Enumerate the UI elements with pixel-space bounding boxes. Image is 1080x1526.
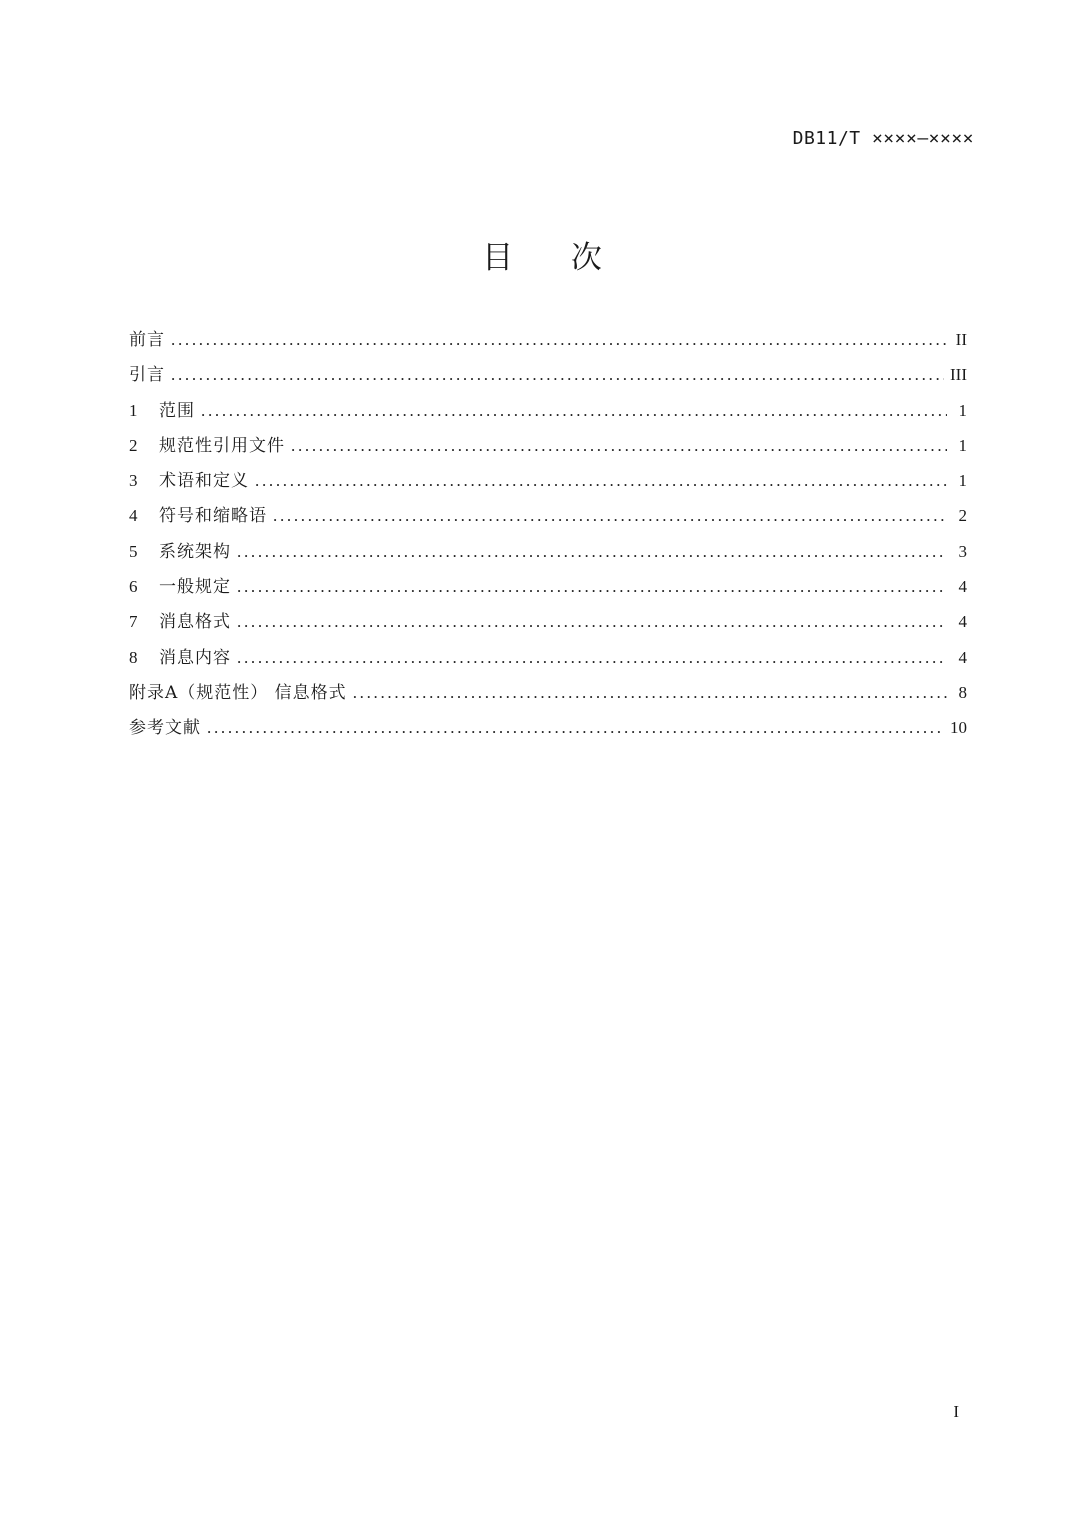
toc-entry-number: 7 xyxy=(129,612,138,632)
toc-entry-system-architecture[interactable] xyxy=(129,534,967,569)
toc-entry-scope[interactable] xyxy=(129,393,967,428)
toc-list xyxy=(129,322,967,746)
toc-entry-appendix-a[interactable] xyxy=(129,675,967,710)
toc-entry-page: 8 xyxy=(958,682,967,702)
toc-entry-label: 符号和缩略语 xyxy=(159,506,267,527)
toc-title: 目 次 xyxy=(482,240,626,276)
toc-entry-page: 4 xyxy=(958,612,967,632)
toc-leader-dots xyxy=(171,322,947,357)
toc-entry-page: 1 xyxy=(958,435,967,455)
toc-entry-number: 2 xyxy=(129,435,138,455)
toc-entry-terms-definitions[interactable] xyxy=(129,463,967,498)
toc-entry-page: 4 xyxy=(958,577,967,597)
toc-leader-dots xyxy=(273,498,947,533)
toc-entry-page: 1 xyxy=(958,400,967,420)
toc-entry-message-content[interactable] xyxy=(129,640,967,675)
document-code: DB11/T ××××—×××× xyxy=(792,128,974,149)
toc-leader-dots xyxy=(237,640,947,675)
toc-leader-dots xyxy=(171,357,944,392)
toc-entry-label: 前言 xyxy=(129,330,165,350)
toc-leader-dots xyxy=(207,710,944,745)
toc-entry-number: 4 xyxy=(129,506,138,526)
toc-leader-dots xyxy=(237,604,947,639)
toc-entry-symbols-abbreviations[interactable] xyxy=(129,498,967,533)
toc-entry-label: 术语和定义 xyxy=(159,471,249,492)
toc-entry-message-format[interactable] xyxy=(129,604,967,639)
toc-entry-label: 一般规定 xyxy=(159,577,231,598)
toc-entry-page: II xyxy=(955,330,967,349)
toc-entry-label: 消息格式 xyxy=(159,612,231,633)
toc-leader-dots xyxy=(291,428,947,463)
toc-entry-page: 4 xyxy=(958,647,967,667)
toc-entry-number: 3 xyxy=(129,471,138,491)
toc-entry-number: 6 xyxy=(129,577,138,597)
toc-entry-label: 参考文献 xyxy=(129,718,201,739)
toc-entry-label: 附录A（规范性） 信息格式 xyxy=(129,682,347,703)
toc-entry-foreword[interactable] xyxy=(129,322,967,357)
toc-entry-page: 2 xyxy=(958,506,967,526)
toc-entry-label: 消息内容 xyxy=(159,647,231,668)
toc-entry-bibliography[interactable] xyxy=(129,710,967,745)
toc-entry-label: 系统架构 xyxy=(159,541,231,562)
page-number: I xyxy=(953,1402,959,1421)
toc-entry-number: 1 xyxy=(129,400,138,420)
toc-leader-dots xyxy=(255,463,947,498)
toc-entry-label: 引言 xyxy=(129,365,165,386)
toc-entry-page: 3 xyxy=(958,541,967,561)
toc-leader-dots xyxy=(237,569,947,604)
toc-entry-page: 10 xyxy=(950,718,967,738)
toc-entry-general-provisions[interactable] xyxy=(129,569,967,604)
toc-leader-dots xyxy=(353,675,947,710)
toc-leader-dots xyxy=(201,393,947,428)
toc-entry-page: 1 xyxy=(958,471,967,491)
toc-entry-introduction[interactable] xyxy=(129,357,967,392)
toc-entry-page: III xyxy=(950,365,967,385)
toc-leader-dots xyxy=(237,534,947,569)
toc-entry-number: 5 xyxy=(129,541,138,561)
toc-entry-label: 范围 xyxy=(159,400,195,421)
toc-entry-label: 规范性引用文件 xyxy=(159,435,285,456)
toc-entry-normative-references[interactable] xyxy=(129,428,967,463)
toc-entry-number: 8 xyxy=(129,647,138,667)
